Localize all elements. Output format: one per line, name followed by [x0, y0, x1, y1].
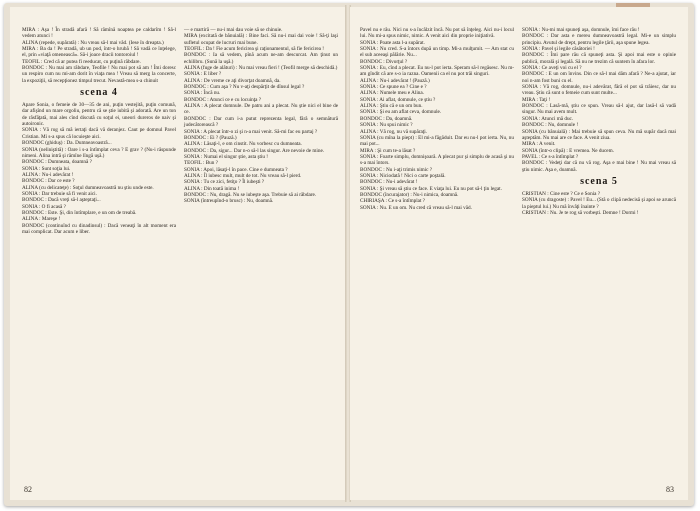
dialogue-paragraph: ALINA : Ştiu că e un om bun.	[360, 103, 423, 110]
dialogue-paragraph: BONDOC : E un om învins. Din ce să-l mai dăm afară ? Ne-a ajutat, iar noi n-am fost buni cu el.	[522, 71, 676, 84]
left-page-columns	[22, 27, 338, 235]
column-3	[360, 27, 514, 216]
column-4	[522, 27, 676, 216]
dialogue-paragraph: BONDOC : Vedeţi dar că nu vă rog. Aşa e mai bine ! Nu mai vreau să ştiu nimic. Aşa e, doamnă.	[522, 160, 676, 173]
dialogue-paragraph: SONIA : Nu spui nimic ?	[360, 122, 413, 129]
dialogue-paragraph: TEOFIL : Da ! Fie acum fericirea şi raţionamentul, să fie fericirea !	[184, 46, 324, 53]
column-1-bottom-text	[22, 102, 176, 235]
column-1	[22, 27, 176, 235]
dialogue-paragraph: BONDOC : Divorţul ?	[360, 58, 408, 65]
dialogue-paragraph: ALINA : Vă rog, nu vă supăraţi.	[360, 128, 428, 135]
dialogue-paragraph: BONDOC : Da, sigur... Dar n-o să-l las singur. Are nevoie de mine.	[184, 147, 325, 154]
dialogue-paragraph: SONIA : Şi eu am aflat ceva, domnule.	[360, 109, 442, 116]
dialogue-paragraph: BONDOC : Nu, domnule !	[522, 122, 579, 129]
dialogue-paragraph: BONDOC : Nu i-aţi trimis nimic ?	[360, 166, 433, 173]
dialogue-paragraph: SONIA : Nu-mi mai spuneţi aşa, domnule, îmi face rău !	[522, 27, 640, 33]
dialogue-paragraph: SONIA : Numai el singur ştie, asta ştiu !	[184, 153, 268, 160]
dialogue-paragraph: ALINA (fuge de alături) : Nu mai vreau fieri ! (Teofil merge să deschidă.)	[184, 65, 338, 72]
dialogue-paragraph: ALINA (repede, supărată) : Nu vreau să-l mai văd. (Iese în dreapta.)	[22, 39, 164, 46]
dialogue-paragraph: BONDOC : Dar cum i-a putut reprezenta legal, fără o semnătură judecătorească ?	[184, 115, 338, 129]
column-3-text	[360, 27, 514, 211]
dialogue-paragraph: SONIA : Poate asta l-a supărat.	[360, 39, 425, 46]
dialogue-paragraph: ALINA : Îl iubesc mult, mult de tot. Nu vreau să-l pierd.	[184, 172, 302, 179]
dialogue-paragraph: MIRA : Şi cum te-a lăsat ?	[360, 147, 416, 154]
dialogue-paragraph: SONIA : Şi vreau să ştiu ce face. E viaţa lui. Eu nu pot să-l ţin legat.	[360, 185, 502, 192]
dialogue-paragraph: BONDOC : Dar ce este ?	[22, 178, 75, 185]
dialogue-paragraph: BONDOC : Ia să vedem, pînă acum ne-am descurcat. Am ţinut un echilibru. (Sună la uşă.)	[184, 52, 338, 65]
column-4-bottom-text	[522, 191, 676, 216]
column-2	[184, 27, 338, 235]
dialogue-paragraph: ALINA : Mareşe !	[22, 216, 61, 223]
dialogue-paragraph: SONIA (întreupînd-o brusc) : Nu, doamnă.	[184, 198, 274, 205]
dialogue-paragraph: TEOFIL : Cred că ar putea fi reeducat, cu puţină răbdare.	[22, 58, 141, 65]
dialogue-paragraph: SONIA (cu bănuială) : Mai trebuie să spun ceva. Nu mă supăr dacă mai aşteptăm. Nu mai are ce face. A venit ziua.	[522, 128, 676, 141]
dialogue-paragraph: SONIA : Sunt soţia lui.	[22, 165, 71, 172]
dialogue-paragraph: SONIA : Nu. E un om. Nu cred că vreau să-l mai văd.	[360, 204, 472, 211]
dialogue-paragraph: BONDOC : Nu, dragă. Nu se iubeşte aşa. Trebuie să ai răbdare.	[184, 191, 317, 198]
dialogue-paragraph: SONIA : Niciodată ! Nici o carte poştală.	[360, 172, 446, 179]
dialogue-paragraph: ALINA : Din toată inima !	[184, 185, 240, 192]
dialogue-paragraph: SONIA (cu dragoste) : Pavel ! Eu... (Stă o clipă nedecisă şi apoi se aruncă la pieptul lui.) Nu mă învăţi înainte ?	[522, 197, 676, 210]
page-number-left: 82	[24, 485, 32, 494]
dialogue-paragraph: SONIA : Vă rog să mă iertaţi dacă vă deranjez. Caut pe domnul Pavel Cristian. Mi s-a spus că locuieşte aici.	[22, 127, 176, 140]
dialogue-paragraph: CHIRIAŞA : Ce s-a întîmplat ?	[360, 198, 425, 205]
dialogue-paragraph: SONIA : Foarte simplu, domnişoară. A plecat pur şi simplu de acasă şi nu s-a mai întors.	[360, 153, 514, 167]
dialogue-paragraph: ALINA : A plecat domnule. De patru ani a plecat. Nu ştie nici el bine de ce.	[184, 103, 338, 116]
dialogue-paragraph: BONDOC (încurajator) : Nu-i nimica, doamnă.	[360, 191, 459, 198]
dialogue-paragraph: SONIA : Vă rog, domnule, nu-i adevărat, fără el pot să trăiesc, dar nu vreau. Ştiu că sunt o femeie cum sunt multe...	[522, 84, 676, 97]
scene-5-heading: scena 5	[580, 175, 618, 187]
dialogue-paragraph: SONIA : Încă nu.	[184, 90, 221, 97]
dialogue-paragraph: SONIA : Eu, cînd a plecat. Eu nu-l pot ierta. Speram să-l regăsesc. Nu m-am gîndit că are s-o ia razna. Oamenii ca el nu pot trăi singuri.	[360, 65, 514, 78]
dialogue-paragraph: BONDOC (ghiduş) : Da. Dumneavoastră...	[22, 140, 112, 147]
page-number-right: 83	[666, 485, 674, 494]
dialogue-paragraph: CRISTIAN : Nu. Je te rog să vorbeşti. Demne ! Dormi !	[522, 209, 639, 216]
dialogue-paragraph: BONDOC : Nu-i adevărat !	[360, 179, 418, 186]
dialogue-paragraph: BONDOC : Îmi pare rău că spuneţi asta. Şi apoi mai este o opinie publică, morală şi legală. Să nu ne trezim că suntem în afara lor.	[522, 52, 676, 65]
dialogue-paragraph: ALINA (cu delicateţe) : Soţul dumneavoastră nu ştiu unde este.	[22, 184, 154, 191]
dialogue-paragraph: SONIA : Pavel şi legile căsătoriei !	[522, 46, 595, 53]
dialogue-paragraph: PAVEL : Ce s-a întîmplat ?	[522, 153, 579, 160]
dialogue-paragraph: SONIA : A plecat într-o zi şi n-a mai venit. Să-mi fac eu partaj ?	[184, 128, 318, 135]
right-page	[350, 7, 688, 500]
dialogue-paragraph: SONIA : Nu cred. S-a întors după un timp. Mi-a mulţumit. — Am stat cu el sub aceeaşi pălărie. Nu...	[360, 46, 514, 59]
dialogue-paragraph: BONDOC : Lasă-mă, ştiu ce spun. Vreau să-l ajut, dar lasă-l să vadă singur. Nu mai avem mult.	[522, 103, 676, 116]
dialogue-paragraph: — e martiră — nu-i mai dau voie să se chinuie.	[184, 27, 283, 33]
dialogue-paragraph: MIRA : Aşa ! În stradă afară ! Să rămînă noaptea pe caldarîm ! Să-l vedem atunci !	[22, 27, 176, 40]
dialogue-paragraph: SONIA : Atunci mă duc.	[522, 115, 574, 122]
dialogue-paragraph: BONDOC : Da, doamnă.	[360, 115, 413, 122]
dialogue-paragraph: BONDOC : Dumneata, doamnă ?	[22, 159, 92, 166]
dialogue-paragraph: ALINA : De vreme ce aţi divorţat doamnă, da.	[184, 77, 281, 84]
dialogue-paragraph: BONDOC : Este. Şi, din întîmplare, e un om de treabă.	[22, 209, 137, 216]
column-2-text	[184, 27, 338, 205]
dialogue-paragraph: BONDOC : Cum aşa ? Nu v-aţi despărţit de dînsul legal ?	[184, 84, 305, 91]
dialogue-paragraph: BONDOC : Ei ? (Pauză.)	[184, 134, 237, 141]
dialogue-paragraph: ALINA : Nu-i adevărat ! (Pauză.)	[360, 77, 430, 84]
dialogue-paragraph: SONIA : Tu ce zici, fetiţo ? Îl iubeşti ?	[184, 179, 265, 186]
dialogue-paragraph: MIRA : Ba da ! Pe stradă, ub un pod, într-o hrubă ! Să vadă ce înţelege, el, prin «viaţă omenească». Să-i joace dracii tontoroiul !	[22, 46, 176, 59]
dialogue-paragraph: ALINA : Numele meu e Alina.	[360, 90, 424, 97]
dialogue-paragraph: Apare Sonia, o femeie de 30—35 de ani, puţin vestejită, puţin comună, dar afişînd un mare orgoliu, pentru că se ştie iubită şi adorată. Are un ton de răsfăţată, mai ales cînd discută cu soţul ei, uneori dureros de naiv şi autoironic.	[22, 102, 176, 128]
scene-4-heading: scena 4	[80, 87, 118, 99]
dialogue-paragraph: SONIA : Ce aveţi voi cu el ?	[522, 65, 582, 72]
dialogue-paragraph: SONIA (într-o clipă) : E vremea. Ne ducem.	[522, 147, 614, 154]
dialogue-paragraph: MIRA (excitată de bănuială) : Bine faci. Să nu-i mai dai voie ! Să-ţi laşi sufletul ocupat de lucruri mai bune.	[184, 33, 338, 46]
dialogue-paragraph: SONIA : O fi acasă ?	[22, 203, 66, 210]
dialogue-paragraph: CRISTIAN : Cine este ? Ce e Sonia ?	[522, 190, 601, 197]
dialogue-paragraph: BONDOC : Nu mai am răbdare, Teofile ! Nu mai pot să am ! Îmi doresc un respiro cum nu mi-am dorit în viaţa mea ! Vreau să merg la concerte, la expoziţii, să recepţionez timpul trecut. Nevastă-mea s-a chinuit	[22, 65, 176, 84]
dialogue-paragraph: MIRA : Taţi !	[522, 96, 551, 103]
column-1-top-text	[22, 27, 176, 84]
dialogue-paragraph: TEOFIL : Bun ?	[184, 160, 218, 167]
dialogue-paragraph: BONDOC : Atunci ce e cu locuinţa ?	[184, 96, 262, 103]
dialogue-paragraph: ALINA : Nu-i adevărat !	[22, 171, 74, 178]
dialogue-paragraph: BONDOC : Dar asta e mereu dumneavoastră legal. Mi-e un simplu principiu. Avutul de drept, pentru legile ţării, aşa spune legea.	[522, 33, 676, 46]
dialogue-paragraph: SONIA : E liber ?	[184, 71, 222, 78]
left-page	[10, 7, 347, 500]
dialogue-paragraph: ALINA : Lăsaţi-l, e om cinstit. Nu vorbesc cu dumneata.	[184, 141, 302, 148]
dialogue-paragraph: SONIA (cu mîna la piept) : El mi-a făgăduit. Dar eu nu-l pot ierta. Nu, nu mai pot...	[360, 134, 514, 148]
dialogue-paragraph: BONDOC (continuînd cu dinadinsul) : Dacă veneaţi în alt moment era mai complicat. Dar acum e liber.	[22, 222, 176, 235]
dialogue-paragraph: Pavel nu e rău. Nici nu s-a încălzit încă. Nu pot să înţeleg. Aici nu-i locul lui. Nu mi-a spus nimic, nimic. A venit aici din proprie iniţiativă.	[360, 27, 514, 40]
dialogue-paragraph: SONIA : Ce spune ea ? Cine e ?	[360, 84, 427, 91]
column-4-top-text	[522, 27, 676, 173]
dialogue-paragraph: BONDOC : Dacă vreţi să-l aşteptaţi...	[22, 197, 101, 204]
dialogue-paragraph: SONIA : Dar trebuie să fi venit aici.	[22, 190, 97, 197]
right-page-columns	[360, 27, 678, 216]
dialogue-paragraph: SONIA : Apoi, lăsaţi-l în pace. Cine e dumneata ?	[184, 166, 288, 173]
dialogue-paragraph: SONIA : Ai aflat, domnule, ce ştiu ?	[360, 96, 436, 103]
dialogue-paragraph: SONIA (neliniştită) : Oare i s-a întîmplat ceva ? E grav ? (Nu-i răspunde nimeni. Alina intră şi rămîne lîngă uşă.)	[22, 146, 176, 159]
open-book	[4, 3, 694, 506]
dialogue-paragraph: MIRA : A venit.	[522, 141, 556, 148]
